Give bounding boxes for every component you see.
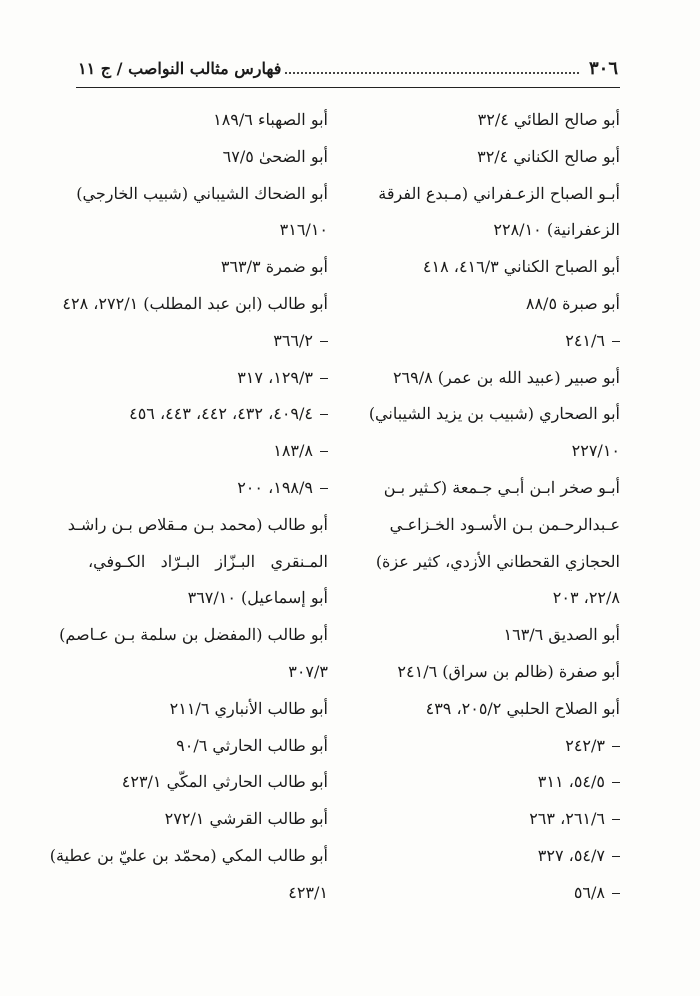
index-entry <box>88 470 328 507</box>
index-entry <box>88 691 328 728</box>
entry-text: ١٨٣/٨ <box>273 441 313 461</box>
entry-text: أبو صبرة ٨٨/٥ <box>525 293 620 313</box>
entry-text: الحجازي القحطاني الأزدي، كثير عزة) <box>375 551 620 571</box>
entry-text: أبو طالب القرشي ٢٧٢/١ <box>164 809 328 829</box>
index-entry <box>88 323 328 360</box>
continuation-dash <box>612 819 620 820</box>
entry-text: ٥٤/٥، ٣١١ <box>537 772 605 792</box>
index-entry <box>88 875 328 912</box>
entry-text: ٥٦/٨ <box>573 882 605 902</box>
index-entry <box>88 212 328 249</box>
index-entry <box>88 433 328 470</box>
index-entry <box>88 728 328 765</box>
index-entry <box>88 249 328 286</box>
header-rule <box>76 87 620 88</box>
index-entry <box>375 544 620 581</box>
index-entry <box>88 396 328 433</box>
index-entry <box>88 764 328 801</box>
entry-text: الزعفرانية) ٢٢٨/١٠ <box>493 220 620 240</box>
entry-text: أبو طالب المكي (محمّد بن عليّ بن عطية) <box>49 845 328 865</box>
index-entry <box>390 875 620 912</box>
entry-text: أبـو صخر ابـن أبـي جـمعة (كـثير بـن <box>383 477 620 497</box>
index-entry <box>390 838 620 875</box>
index-entry <box>383 470 620 507</box>
entry-text: أبو الصحاري (شبيب بن يزيد الشيباني) <box>368 404 620 424</box>
entry-text: أبو صالح الكناني ٣٢/٤ <box>477 146 620 166</box>
entry-text: أبو الصباح الكناني ٤١٦/٣، ٤١٨ <box>422 257 620 277</box>
index-entry <box>88 580 328 617</box>
index-entry <box>390 728 620 765</box>
continuation-dash <box>612 746 620 747</box>
entry-text: أبو إسماعيل) ٣٦٧/١٠ <box>187 588 328 608</box>
index-entry <box>88 102 328 139</box>
continuation-dash <box>612 341 620 342</box>
continuation-dash <box>612 856 620 857</box>
index-entry <box>390 764 620 801</box>
continuation-dash <box>320 378 328 379</box>
index-entry <box>76 176 328 213</box>
entry-text: أبو الصديق ١٦٣/٦ <box>503 625 620 645</box>
index-entry <box>49 838 328 875</box>
entry-text: ١٩٨/٩، ٢٠٠ <box>237 477 313 497</box>
entry-text: أبو طالب الأنباري ٢١١/٦ <box>169 698 328 718</box>
index-entry <box>88 139 328 176</box>
entry-text: ٢٢/٨، ٢٠٣ <box>552 588 620 608</box>
entry-text: ٥٤/٧، ٣٢٧ <box>537 845 605 865</box>
continuation-dash <box>320 414 328 415</box>
continuation-dash <box>320 341 328 342</box>
continuation-dash <box>612 893 620 894</box>
entry-text: أبو الصلاح الحلبي ٢٠٥/٢، ٤٣٩ <box>425 698 620 718</box>
index-entry <box>88 544 328 581</box>
entry-text: أبو الضحىٰ ٦٧/٥ <box>222 146 328 166</box>
index-entry <box>62 286 328 323</box>
entry-text: أبـو الصباح الزعـفراني (مـبدع الفرقة <box>378 183 620 203</box>
index-entry <box>390 249 620 286</box>
index-entry <box>67 507 328 544</box>
entry-text: عـبدالرحـمن بـن الأسـود الخـزاعـي <box>389 514 620 534</box>
index-entry <box>390 433 620 470</box>
index-entry <box>390 691 620 728</box>
index-column-right <box>368 102 620 912</box>
entry-text: المـنقري البـزّاز البـرّاد الكـوفي، <box>88 551 328 571</box>
page-number: ٣٠٦ <box>588 58 618 79</box>
entry-text: ٢٤١/٦ <box>565 330 605 350</box>
entry-text: أبو الضحاك الشيباني (شبيب الخارجي) <box>76 183 328 203</box>
entry-text: أبو طالب (ابن عبد المطلب) ٢٧٢/١، ٤٢٨ <box>62 293 328 313</box>
entry-text: ٣١٦/١٠ <box>279 220 328 240</box>
entry-text: ٢٦١/٦، ٢٦٣ <box>529 809 605 829</box>
entry-text: أبو صبير (عبيد الله بن عمر) ٢٦٩/٨ <box>392 367 620 387</box>
entry-text: أبو الصهباء ١٨٩/٦ <box>213 110 328 129</box>
entry-text: ٣٠٧/٣ <box>288 661 328 681</box>
index-entry <box>390 654 620 691</box>
index-entry <box>390 139 620 176</box>
continuation-dash <box>320 488 328 489</box>
continuation-dash <box>320 451 328 452</box>
index-entry <box>88 360 328 397</box>
index-entry <box>390 323 620 360</box>
entry-text: ٤٠٩/٤، ٤٣٢، ٤٤٢، ٤٤٣، ٤٥٦ <box>129 404 313 424</box>
index-entry <box>88 654 328 691</box>
index-entry <box>378 176 620 213</box>
running-head <box>78 58 618 84</box>
index-entry <box>390 212 620 249</box>
entry-text: ٤٢٣/١ <box>288 882 328 902</box>
entry-text: أبو صالح الطائي ٣٢/٤ <box>477 110 620 129</box>
entry-text: أبو صفرة (ظالم بن سراق) ٢٤١/٦ <box>397 661 620 681</box>
entry-text: ٢٢٧/١٠ <box>571 441 620 461</box>
index-entry <box>59 617 328 654</box>
index-entry <box>88 801 328 838</box>
index-entry <box>390 286 620 323</box>
entry-text: أبو طالب (محمد بـن مـقلاص بـن راشـد <box>67 514 328 534</box>
entry-text: ٢٤٢/٣ <box>565 735 605 755</box>
index-column-left <box>49 102 328 912</box>
index-entry <box>390 507 620 544</box>
index-entry <box>390 580 620 617</box>
running-title: فهارس مثالب النواصب / ج ١١ <box>78 59 282 78</box>
index-entry <box>390 360 620 397</box>
entry-text: ١٢٩/٣، ٣١٧ <box>237 367 313 387</box>
entry-text: أبو طالب (المفضل بن سلمة بـن عـاصم) <box>59 625 328 645</box>
continuation-dash <box>612 782 620 783</box>
index-entry <box>390 801 620 838</box>
index-entry <box>368 396 620 433</box>
index-entry <box>390 617 620 654</box>
entry-text: ٣٦٦/٢ <box>273 330 313 350</box>
index-entry <box>390 102 620 139</box>
entry-text: أبو طالب الحارثي ٩٠/٦ <box>176 735 328 755</box>
leader-dots <box>285 72 579 74</box>
entry-text: أبو طالب الحارثي المكّي ٤٢٣/١ <box>121 772 328 792</box>
entry-text: أبو ضمرة ٣٦٣/٣ <box>220 257 328 277</box>
